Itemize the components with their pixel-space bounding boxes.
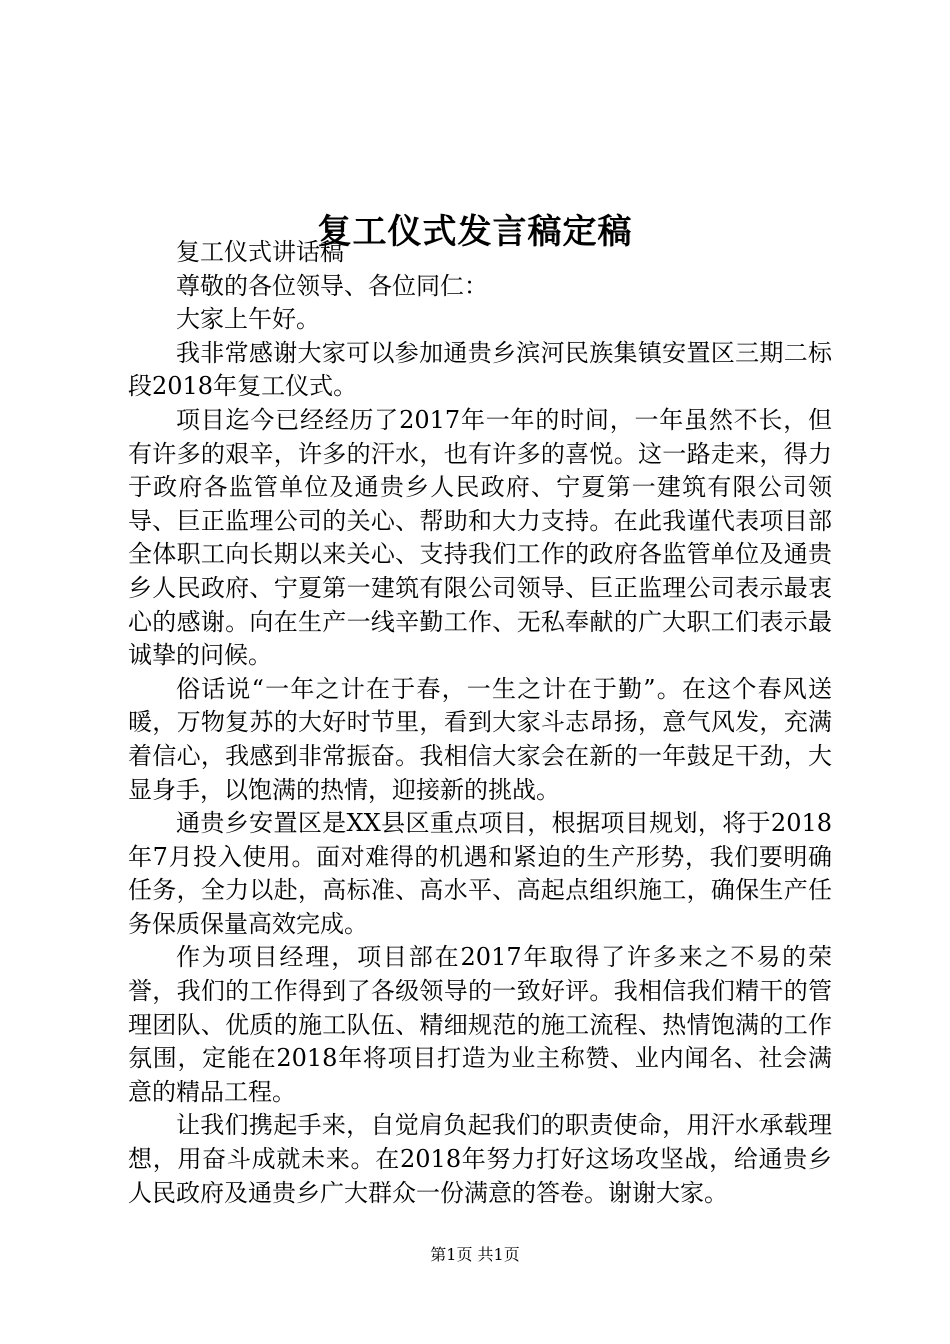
- paragraph-spring: 俗话说“一年之计在于春，一生之计在于勤”。在这个春风送暖，万物复苏的大好时节里，看到大家斗志昂扬，意气风发，充满着信心，我感到非常振奋。我相信大家会在新的一年鼓足干劲，大显身手，以饱满的热情，迎接新的挑战。: [128, 674, 832, 804]
- paragraph-greeting: 大家上午好。: [176, 305, 320, 334]
- paragraph-achievements: 作为项目经理，项目部在2017年取得了许多来之不易的荣誉，我们的工作得到了各级领导的一致好评。我相信我们精干的管理团队、优质的施工队伍、精细规范的施工流程、热情饱满的工作氛围，定能在2018年将项目打造为业主称赞、业内闻名、社会满意的精品工程。: [128, 943, 832, 1106]
- paragraph-project: 通贵乡安置区是XX县区重点项目，根据项目规划，将于2018年7月投入使用。面对难得的机遇和紧迫的生产形势，我们要明确任务，全力以赴，高标准、高水平、高起点组织施工，确保生产任务保质保量高效完成。: [128, 809, 832, 938]
- paragraph-review: 项目迄今已经经历了2017年一年的时间，一年虽然不长，但有许多的艰辛，许多的汗水，也有许多的喜悦。这一路走来，得力于政府各监管单位及通贵乡人民政府、宁夏第一建筑有限公司领导、巨正监理公司的关心、帮助和大力支持。在此我谨代表项目部全体职工向长期以来关心、支持我们工作的政府各监管单位及通贵乡人民政府、宁夏第一建筑有限公司领导、巨正监理公司表示最衷心的感谢。向在生产一线辛勤工作、无私奉献的广大职工们表示最诚挚的问候。: [128, 405, 832, 670]
- paragraph-thanks: 我非常感谢大家可以参加通贵乡滨河民族集镇安置区三期二标段2018年复工仪式。: [128, 338, 832, 401]
- document-title: 复工仪式发言稿定稿: [317, 211, 633, 252]
- document-body: [128, 236, 832, 1210]
- paragraph-salutation: 尊敬的各位领导、各位同仁：: [176, 271, 488, 300]
- page-footer: 第1页 共1页: [430, 1245, 520, 1264]
- paragraph-closing: 让我们携起手来，自觉肩负起我们的职责使命，用汗水承载理想，用奋斗成就未来。在2018年努力打好这场攻坚战，给通贵乡人民政府及通贵乡广大群众一份满意的答卷。谢谢大家。: [128, 1111, 832, 1207]
- paragraph-heading: 复工仪式讲话稿: [176, 238, 344, 266]
